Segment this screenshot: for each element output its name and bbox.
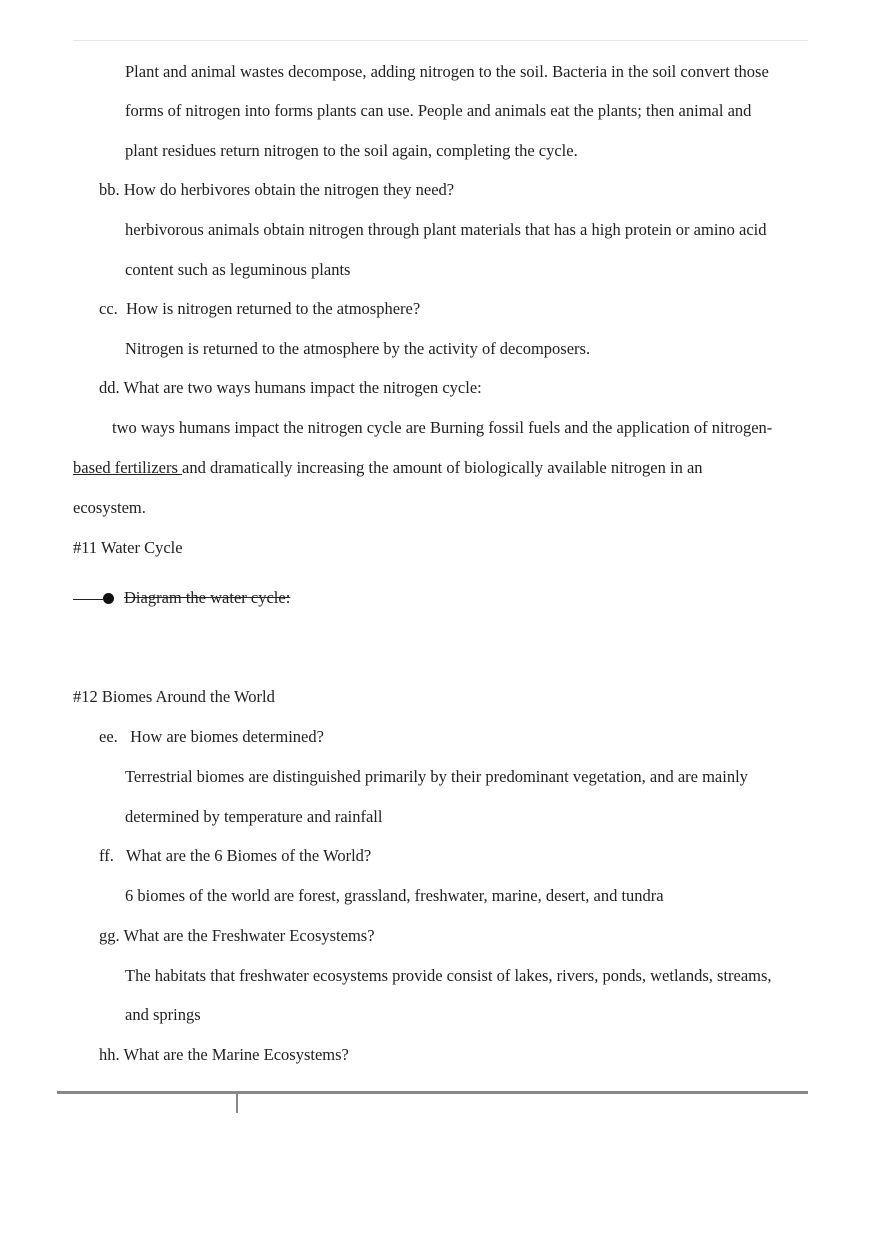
paragraph-line: plant residues return nitrogen to the soil again, completing the cycle. [125, 141, 578, 160]
section-heading-water-cycle: #11 Water Cycle [73, 538, 183, 557]
answer-line: herbivorous animals obtain nitrogen through plant materials that has a high protein or amino acid [125, 220, 767, 239]
question-ee: ee. How are biomes determined? [99, 727, 324, 746]
strike-line [73, 599, 103, 600]
bullet-item [73, 588, 290, 608]
paragraph-line: Plant and animal wastes decompose, adding nitrogen to the soil. Bacteria in the soil convert those [125, 62, 769, 81]
question-ff: ff. What are the 6 Biomes of the World? [99, 846, 372, 865]
footer-rule [57, 1091, 808, 1094]
question-hh: hh. What are the Marine Ecosystems? [99, 1045, 349, 1064]
question-bb: bb. How do herbivores obtain the nitrogen they need? [99, 180, 455, 199]
answer-line: Nitrogen is returned to the atmosphere by the activity of decomposers. [125, 339, 591, 358]
answer-line: determined by temperature and rainfall [125, 807, 383, 826]
answer-line: content such as leguminous plants [125, 260, 351, 279]
question-cc: cc. How is nitrogen returned to the atmosphere? [99, 299, 421, 318]
section-heading-biomes: #12 Biomes Around the World [73, 687, 275, 706]
question-dd: dd. What are two ways humans impact the nitrogen cycle: [99, 378, 482, 397]
bullet-icon [103, 593, 114, 604]
answer-line: 6 biomes of the world are forest, grassland, freshwater, marine, desert, and tundra [125, 886, 664, 905]
answer-line: ecosystem. [73, 498, 146, 517]
underlined-text: based fertilizers [73, 458, 183, 477]
answer-line: and springs [125, 1005, 201, 1024]
answer-line: The habitats that freshwater ecosystems provide consist of lakes, rivers, ponds, wetlands, streams, [125, 966, 772, 985]
footer-tick [236, 1093, 238, 1113]
header-rule [73, 40, 808, 41]
answer-line: Terrestrial biomes are distinguished primarily by their predominant vegetation, and are mainly [125, 767, 748, 786]
answer-line [73, 458, 703, 478]
question-gg: gg. What are the Freshwater Ecosystems? [99, 926, 375, 945]
paragraph-line: forms of nitrogen into forms plants can use. People and animals eat the plants; then animal and [125, 101, 752, 120]
bullet-text: Diagram the water cycle: [124, 588, 291, 607]
answer-text: and dramatically increasing the amount of biologically available nitrogen in an [182, 458, 703, 477]
answer-line: two ways humans impact the nitrogen cycle are Burning fossil fuels and the application of nitrogen- [112, 418, 773, 437]
